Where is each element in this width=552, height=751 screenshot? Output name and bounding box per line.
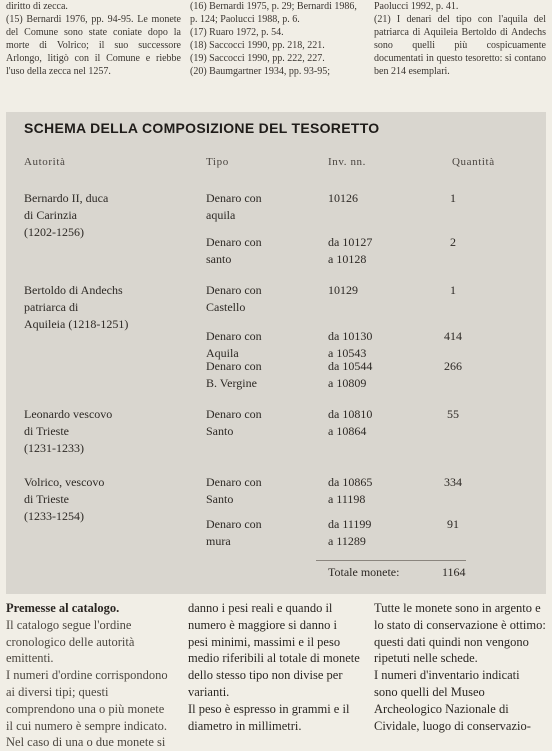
- row-inv: 10126: [328, 191, 358, 205]
- row-qty: 55: [447, 407, 459, 421]
- row-tipo: Denaro con Aquila: [206, 329, 262, 360]
- row-inv: da 11199 a 11289: [328, 517, 372, 548]
- row-inv: da 10127 a 10128: [328, 235, 373, 266]
- row-tipo: Denaro con santo: [206, 235, 262, 266]
- body-col-1-text: Il catalogo segue l'ordine cronologico delle autorità emittenti. I numeri d'ordine corrispondono ai diversi tipi; questi comprendono una o più monete il cui numero è sempre indicato. Nel caso di una o due monete si: [6, 617, 168, 750]
- row-qty: 1: [450, 283, 456, 297]
- row-tipo: Denaro con Santo: [206, 475, 262, 506]
- composition-table-box: [6, 112, 546, 594]
- section-heading: Premesse al catalogo.: [6, 601, 120, 615]
- header-inv: Inv. nn.: [328, 156, 366, 168]
- header-tipo: Tipo: [206, 156, 229, 168]
- authority-leonardo: Leonardo vescovo di Trieste (1231-1233): [24, 407, 113, 455]
- total-value: 1164: [442, 565, 466, 579]
- footnotes-col-2: (16) Bernardi 1975, p. 29; Bernardi 1986, p. 124; Paolucci 1988, p. 6. (17) Ruaro 1972, p. 54. (18) Saccocci 1990, pp. 218, 221. (19) Saccocci 1990, pp. 222, 227. (20) Baumgartner 1934, pp. 93-95;: [190, 1, 357, 77]
- row-inv: da 10544 a 10809: [328, 359, 373, 390]
- authority-volrico: Volrico, vescovo di Trieste (1233-1254): [24, 475, 105, 523]
- row-tipo: Denaro con Santo: [206, 407, 262, 438]
- body-col-3: Tutte le monete sono in argento e lo stato di conservazione è ottimo: questi dati quindi non vengono ripetuti nelle schede. I numeri d'inventario indicati sono quelli del Museo Archeologico Nazionale di Cividale, luogo di conservazio-: [374, 601, 546, 733]
- table-title: SCHEMA DELLA COMPOSIZIONE DEL TESORETTO: [24, 120, 380, 136]
- header-quantita: Quantità: [452, 156, 495, 168]
- row-tipo: Denaro con Castello: [206, 283, 262, 314]
- total-label: Totale monete:: [328, 565, 400, 579]
- authority-bernardo: Bernardo II, duca di Carinzia (1202-1256): [24, 191, 109, 239]
- row-tipo: Denaro con aquila: [206, 191, 262, 222]
- row-tipo: Denaro con B. Vergine: [206, 359, 262, 390]
- authority-bertoldo: Bertoldo di Andechs patriarca di Aquileia (1218-1251): [24, 283, 129, 331]
- header-autorita: Autorità: [24, 156, 66, 168]
- footnotes-col-3: Paolucci 1992, p. 41. (21) I denari del tipo con l'aquila del patriarca di Aquileia Bertoldo di Andechs sono quelli più cospicuamente documentati in questo tesoretto: si contano ben 214 esemplari.: [374, 1, 546, 77]
- row-inv: da 10130 a 10543: [328, 329, 373, 360]
- body-col-1: [6, 600, 171, 751]
- body-col-2: danno i pesi reali e quando il numero è maggiore si danno i pesi minimi, massimi e il peso medio riferibili al totale di monete dello stesso tipo non divise per varianti. Il peso è espresso in grammi e il diametro in millimetri.: [188, 601, 360, 733]
- row-tipo: Denaro con mura: [206, 517, 262, 548]
- row-inv: 10129: [328, 283, 358, 297]
- total-divider: [316, 560, 466, 561]
- row-qty: 1: [450, 191, 456, 205]
- footnotes-col-1: diritto di zecca. (15) Bernardi 1976, pp. 94-95. Le monete del Comune sono state coniate dopo la morte di Volrico; il suo successore Arlongo, litigò con il Comune e riebbe l'uso della zecca nel 1257.: [6, 1, 181, 77]
- row-inv: da 10810 a 10864: [328, 407, 373, 438]
- row-qty: 91: [447, 517, 459, 531]
- row-qty: 414: [444, 329, 462, 343]
- row-qty: 2: [450, 235, 456, 249]
- row-qty: 266: [444, 359, 462, 373]
- row-inv: da 10865 a 11198: [328, 475, 373, 506]
- row-qty: 334: [444, 475, 462, 489]
